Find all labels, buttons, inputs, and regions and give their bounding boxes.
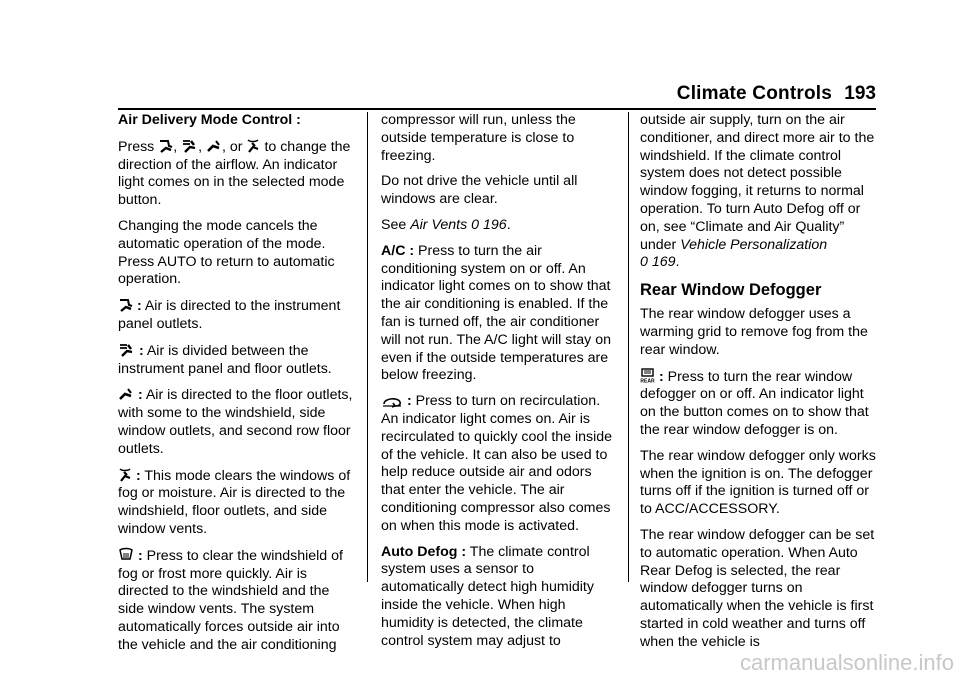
air-delivery-heading: Air Delivery Mode Control : (118, 112, 301, 128)
column-3 (640, 112, 876, 660)
floor-mode-icon (118, 386, 134, 402)
paragraph: : Air is directed to the instrument panel outlets. (118, 298, 341, 332)
defrost-icon (118, 547, 134, 563)
watermark: carmanualsonline.info (739, 650, 954, 675)
defog-mode-icon (246, 138, 260, 154)
paragraph: The rear window defogger uses a warming grid to remove fog from the rear window. (640, 306, 868, 358)
paragraph: : Press to clear the windshield of fog or frost more quickly. Air is directed to the windshield and the side window vents. The system automatically forces outside air into the vehicle and the air conditioning (118, 547, 343, 653)
paragraph: outside air supply, turn on the air conditioner, and direct more air to the windshield. If the climate control system does not detect possible window fogging, it returns to normal operation. To turn Auto Defog off or on, see “Climate and Air Quality” under Vehicle Personalization 0 169. (640, 112, 875, 271)
bilevel-mode-icon (181, 138, 198, 154)
section-heading: Rear Window Defogger (640, 281, 822, 300)
recirculation-icon (381, 394, 403, 408)
rear-defog-icon (640, 368, 655, 384)
paragraph: A/C : Press to turn the air conditioning system on or off. An indicator light comes on to show that the air conditioning is enabled. If the fan is turned off, the air conditioner will not run. The A/C light will stay on even if the outside temperatures are below freezing. (381, 242, 611, 384)
paragraph: See Air Vents 0 196. (381, 216, 511, 233)
cross-reference-page: 0 196 (467, 216, 507, 233)
floor-mode-icon (206, 138, 222, 154)
cross-reference-page: 0 169 (640, 254, 676, 271)
paragraph: Press , , , or to change the direction of the airflow. An indicator light comes on in the selected mode button. (118, 138, 351, 209)
paragraph: compressor will run, unless the outside temperature is close to freezing. (381, 112, 576, 164)
paragraph: Do not drive the vehicle until all windows are clear. (381, 173, 578, 208)
svg-text:REAR: REAR (640, 378, 655, 384)
paragraph: : Air is directed to the floor outlets, with some to the windshield, side window outlets, and second row floor outlets. (118, 387, 353, 457)
column-1 (118, 112, 354, 663)
bilevel-mode-icon (118, 342, 135, 358)
paragraph: The rear window defogger only works when the ignition is on. The defogger turns off if the ignition is turned off or to ACC/ACCESSORY. (640, 447, 876, 518)
paragraph: : Air is divided between the instrument panel and floor outlets. (118, 342, 332, 377)
vent-mode-icon (118, 297, 133, 313)
page-header-title: Climate Controls (676, 83, 832, 104)
page-number: 193 (844, 83, 876, 104)
header-rule (118, 108, 876, 110)
cross-reference-link[interactable]: Vehicle Personalization (680, 236, 828, 253)
paragraph: : Press to turn on recirculation. An indicator light comes on. Air is recirculated to quickly cool the inside of the vehicle. It can also be used to help reduce outside air and odors that enter the vehicle. The air conditioning compressor also comes on when this mode is activated. (381, 393, 613, 534)
cross-reference-link[interactable]: Air Vents (410, 216, 468, 233)
paragraph: The rear window defogger can be set to automatic operation. When Auto Rear Defog is selected, the rear window defogger turns on automatically when the vehicle is first started in cold weather and turns off when the vehicle is (640, 526, 875, 650)
vent-mode-icon (158, 138, 173, 154)
paragraph: Auto Defog : The climate control system uses a sensor to automatically detect high humidity inside the vehicle. When high humidity is detected, the climate control system may adjust to (381, 543, 594, 649)
paragraph: Changing the mode cancels the automatic operation of the mode. Press AUTO to return to automatic operation. (118, 217, 335, 288)
defog-mode-icon (118, 467, 132, 483)
paragraph: REAR : Press to turn the rear window defogger on or off. An indicator light on the button comes on to show that the rear window defogger is on. (640, 368, 869, 438)
paragraph: : This mode clears the windows of fog or moisture. Air is directed to the windshield, floor outlets, and side window vents. (118, 467, 351, 537)
column-2 (381, 112, 616, 658)
column-divider (367, 112, 368, 582)
column-divider (628, 112, 629, 582)
